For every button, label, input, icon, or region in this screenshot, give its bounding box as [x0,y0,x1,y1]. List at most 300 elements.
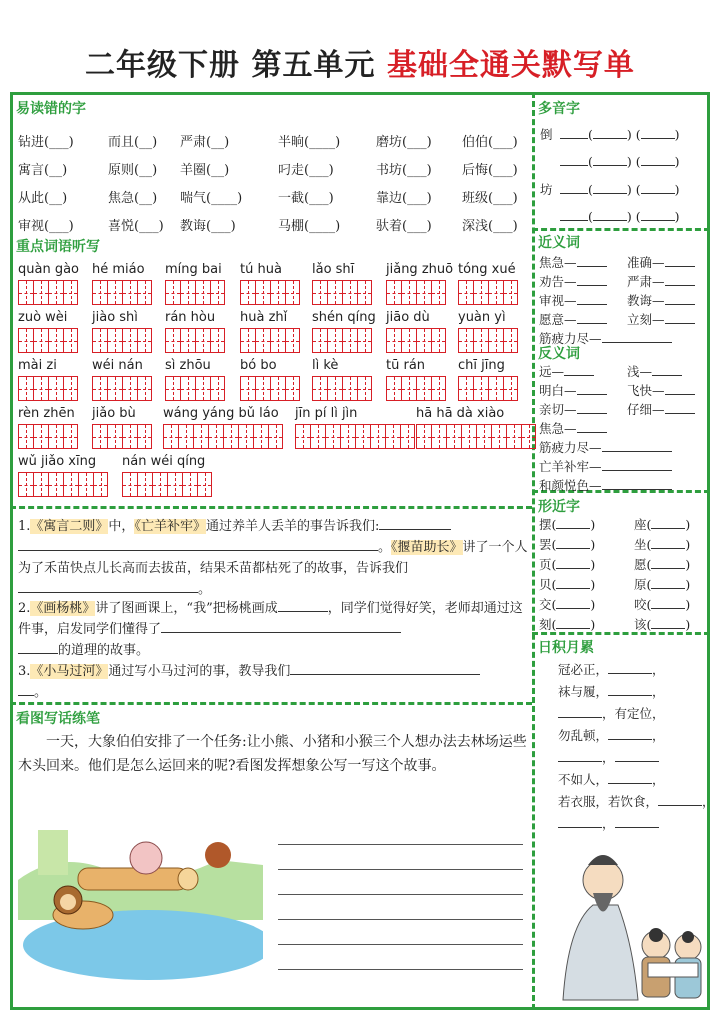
wrong-word: 深浅(___) [462,218,518,234]
question-3: 3.《小马过河》通过写小马过河的事，教导我们 。 [18,661,528,703]
writing-boxes[interactable] [18,280,78,305]
grid-cell[interactable] [107,280,122,305]
synonym-item: 严肃— [627,272,695,290]
grid-cell[interactable] [416,376,431,401]
writing-lines [278,820,523,970]
writing-boxes[interactable] [165,280,225,305]
grid-cell[interactable] [458,328,473,353]
grid-cell[interactable] [386,328,401,353]
writing-boxes[interactable] [416,424,536,449]
pinyin-label: zuò wèi [18,310,68,325]
grid-cell[interactable] [182,472,197,497]
writing-boxes[interactable] [458,328,518,353]
pinyin-label: rán hòu [165,310,216,325]
grid-cell[interactable] [312,328,327,353]
wrong-word: 磨坊(___) [376,134,432,150]
wrong-word: 钻进(___) [18,134,74,150]
grid-cell[interactable] [473,280,488,305]
writing-line[interactable] [278,870,523,895]
grid-cell[interactable] [476,424,491,449]
grid-cell[interactable] [473,376,488,401]
answer-blank[interactable] [652,362,682,376]
pinyin-label: hé miáo [92,262,145,277]
answer-blank[interactable] [665,310,695,324]
grid-cell[interactable] [137,424,152,449]
antonym-item: 亲切— [539,400,607,418]
grid-cell[interactable] [458,376,473,401]
grid-cell[interactable] [400,424,415,449]
pinyin-label: míng bai [165,262,222,277]
writing-line[interactable] [278,920,523,945]
wrong-word: 从此(__) [18,190,68,206]
grid-cell[interactable] [327,376,342,401]
wrong-word: 伯伯(___) [462,134,518,150]
answer-blank[interactable] [18,640,58,654]
grid-cell[interactable] [431,424,446,449]
pinyin-label: wáng yáng bǔ láo [163,406,279,421]
grid-cell[interactable] [521,424,536,449]
section-similar: 形近字 [538,499,580,515]
answer-blank[interactable] [602,329,672,343]
pinyin-label: huà zhǐ [240,310,288,325]
writing-boxes[interactable] [122,472,212,497]
grid-cell[interactable] [268,424,283,449]
pinyin-label: jīn pí lì jìn [295,406,358,421]
grid-cell[interactable] [92,424,107,449]
daily-line: 不如人， ， [558,772,665,787]
grid-cell[interactable] [491,424,506,449]
grid-cell[interactable] [92,376,107,401]
grid-cell[interactable] [18,424,33,449]
wrong-word: 马棚(____) [278,218,341,234]
grid-cell[interactable] [327,280,342,305]
grid-cell[interactable] [342,376,357,401]
wrong-word: 原则(__) [108,162,158,178]
grid-cell[interactable] [223,424,238,449]
similar-char-item: 原( ) [634,577,691,592]
grid-cell[interactable] [33,376,48,401]
writing-line[interactable] [278,895,523,920]
wrong-word: 教诲(___) [180,218,236,234]
answer-blank[interactable] [379,516,451,530]
pinyin-label: wǔ jiǎo xīng [18,454,97,469]
grid-cell[interactable] [416,280,431,305]
antonym-item: 仔细— [627,400,695,418]
wrong-word: 严肃(__) [180,134,230,150]
answer-blank[interactable] [577,381,607,395]
antonym-item: 筋疲力尽— [539,438,672,456]
grid-cell[interactable] [107,424,122,449]
grid-cell[interactable] [137,280,152,305]
duoyin-char-1: 倒 [540,127,553,142]
grid-cell[interactable] [295,424,310,449]
answer-blank[interactable] [161,619,401,633]
grid-cell[interactable] [195,328,210,353]
pinyin-label: mài zi [18,358,57,373]
writing-boxes[interactable] [458,376,518,401]
writing-boxes[interactable] [458,280,518,305]
daily-line: ， [558,748,659,766]
grid-cell[interactable] [357,328,372,353]
similar-char-item: 刻( ) [539,617,596,632]
grid-cell[interactable] [122,328,137,353]
grid-cell[interactable] [488,328,503,353]
grid-cell[interactable] [63,280,78,305]
grid-cell[interactable] [285,328,300,353]
grid-cell[interactable] [357,376,372,401]
pinyin-label: shén qíng [312,310,376,325]
wrong-word: 焦急(__) [108,190,158,206]
grid-cell[interactable] [506,424,521,449]
grid-cell[interactable] [357,280,372,305]
grid-cell[interactable] [63,376,78,401]
grid-cell[interactable] [310,424,325,449]
similar-char-item: 罢( ) [539,537,596,552]
grid-cell[interactable] [210,376,225,401]
grid-cell[interactable] [48,376,63,401]
question-1: 1.《寓言二则》中，《亡羊补牢》通过养羊人丢羊的事告诉我们: 。《揠苗助长》讲了一个人为了禾苗快点儿长高而去拔苗，结果禾苗都枯死了的故事，告诉我们。 [18,516,528,600]
grid-cell[interactable] [253,424,268,449]
page-title [0,40,720,84]
grid-cell[interactable] [210,328,225,353]
writing-boxes[interactable] [312,328,372,353]
grid-cell[interactable] [340,424,355,449]
grid-cell[interactable] [416,424,431,449]
grid-cell[interactable] [18,472,33,497]
grid-cell[interactable] [18,280,33,305]
grid-cell[interactable] [48,472,63,497]
grid-cell[interactable] [33,472,48,497]
grid-cell[interactable] [255,328,270,353]
grid-cell[interactable] [488,376,503,401]
writing-boxes[interactable] [312,280,372,305]
duoyin-blank-row[interactable]: ( ) ( ) [560,207,680,224]
pinyin-label: jiào shì [92,310,138,325]
answer-blank[interactable] [577,419,607,433]
wrong-word: 半晌(____) [278,134,341,150]
grid-cell[interactable] [48,280,63,305]
antonym-item: 浅— [627,362,682,380]
grid-cell[interactable] [78,472,93,497]
grid-cell[interactable] [122,472,137,497]
writing-line[interactable] [278,845,523,870]
synonym-item: 审视— [539,291,607,309]
grid-cell[interactable] [431,376,446,401]
grid-cell[interactable] [210,280,225,305]
writing-boxes[interactable] [295,424,415,449]
answer-blank[interactable] [602,457,672,471]
pinyin-label: lǎo shī [312,262,355,277]
grid-cell[interactable] [165,280,180,305]
similar-char-item: 咬( ) [634,597,691,612]
answer-blank[interactable] [290,661,480,675]
writing-boxes[interactable] [92,328,152,353]
grid-cell[interactable] [385,424,400,449]
synonym-item: 教诲— [627,291,695,309]
synonym-item: 筋疲力尽— [539,329,672,347]
duoyin-blank-row[interactable]: ( ) ( ) [560,152,680,169]
grid-cell[interactable] [240,328,255,353]
similar-char-item: 摆( ) [539,517,596,532]
wrong-word: 后悔(___) [462,162,518,178]
grid-cell[interactable] [386,280,401,305]
wrong-word: 驮着(___) [376,218,432,234]
writing-boxes[interactable] [240,328,300,353]
synonym-item: 准确— [627,253,695,271]
grid-cell[interactable] [63,472,78,497]
pinyin-label: yuàn yì [458,310,506,325]
grid-cell[interactable] [33,424,48,449]
antonym-item: 焦急— [539,419,607,437]
grid-cell[interactable] [92,328,107,353]
grid-cell[interactable] [240,280,255,305]
grid-cell[interactable] [431,328,446,353]
answer-blank[interactable] [577,291,607,305]
grid-cell[interactable] [137,376,152,401]
wrong-word: 叼走(___) [278,162,334,178]
daily-line: 袜与履， ， [558,684,665,699]
wrong-word: 寓言(__) [18,162,68,178]
writing-boxes[interactable] [18,376,78,401]
grid-cell[interactable] [312,280,327,305]
writing-boxes[interactable] [386,328,446,353]
daily-line: ， [558,814,659,832]
pinyin-label: jiǎo bù [92,406,136,421]
answer-blank[interactable] [278,598,328,612]
writing-boxes[interactable] [92,280,152,305]
grid-cell[interactable] [255,280,270,305]
answer-blank[interactable] [602,476,672,490]
grid-cell[interactable] [370,424,385,449]
synonym-item: 焦急— [539,253,607,271]
title-main: 二年级下册 第五单元 [85,48,387,83]
synonym-item: 劝告— [539,272,607,290]
writing-boxes[interactable] [163,424,283,449]
answer-blank[interactable] [665,253,695,267]
grid-cell[interactable] [270,376,285,401]
illustration-animals [18,820,263,980]
daily-line: 勿乱顿， ， [558,728,665,743]
writing-line[interactable] [278,945,523,970]
section-duoyin: 多音字 [538,101,580,117]
writing-prompt: 一天，大象伯伯安排了一个任务:让小熊、小猪和小猴三个人想办法去林场运些木头回来。他们是怎么运回来的呢?看图发挥想象公写一写这个故事。 [18,734,527,774]
wrong-word: 一截(___) [278,190,334,206]
grid-cell[interactable] [107,376,122,401]
pinyin-label: wéi nán [92,358,143,373]
pinyin-label: tóng xué [458,262,516,277]
grid-cell[interactable] [92,280,107,305]
grid-cell[interactable] [386,376,401,401]
wrong-word: 喜悦(___) [108,218,164,234]
pinyin-label: chī jīng [458,358,505,373]
grid-cell[interactable] [152,472,167,497]
grid-cell[interactable] [107,328,122,353]
similar-char-item: 愿( ) [634,557,691,572]
antonym-item: 和颜悦色— [539,476,672,494]
grid-cell[interactable] [163,424,178,449]
answer-blank[interactable] [577,253,607,267]
wrong-word: 班级(___) [462,190,518,206]
pinyin-label: jiāo dù [386,310,430,325]
grid-cell[interactable] [165,376,180,401]
answer-blank[interactable] [577,400,607,414]
wrong-word: 靠边(___) [376,190,432,206]
grid-cell[interactable] [93,472,108,497]
duoyin-blank-row[interactable]: ( ) ( ) [560,180,680,197]
illustration-teacher-children [538,835,708,1005]
question-2: 2.《画杨桃》讲了图画课上，“我”把杨桃画成 ，同学们觉得好笑，老师却通过这件事，启发同学们懂得了 的道理的故事。 [18,598,528,661]
grid-cell[interactable] [122,376,137,401]
grid-cell[interactable] [193,424,208,449]
grid-cell[interactable] [401,280,416,305]
grid-cell[interactable] [401,328,416,353]
grid-cell[interactable] [33,328,48,353]
grid-cell[interactable] [180,328,195,353]
writing-boxes[interactable] [165,328,225,353]
grid-cell[interactable] [270,328,285,353]
grid-cell[interactable] [122,424,137,449]
grid-cell[interactable] [270,280,285,305]
writing-boxes[interactable] [312,376,372,401]
wrong-word: 书坊(___) [376,162,432,178]
grid-cell[interactable] [285,280,300,305]
writing-boxes[interactable] [386,280,446,305]
answer-blank[interactable] [577,272,607,286]
grid-cell[interactable] [63,424,78,449]
grid-cell[interactable] [122,280,137,305]
answer-blank[interactable] [665,381,695,395]
grid-cell[interactable] [63,328,78,353]
grid-cell[interactable] [416,328,431,353]
writing-boxes[interactable] [92,424,152,449]
grid-cell[interactable] [488,280,503,305]
similar-char-item: 该( ) [634,617,691,632]
writing-boxes[interactable] [165,376,225,401]
answer-blank[interactable] [665,291,695,305]
grid-cell[interactable] [18,328,33,353]
grid-cell[interactable] [195,376,210,401]
wrong-word: 审视(___) [18,218,74,234]
grid-cell[interactable] [255,376,270,401]
section-writing: 看图写话练笔 [16,711,100,727]
answer-blank[interactable] [18,682,34,696]
writing-boxes[interactable] [92,376,152,401]
antonym-item: 明白— [539,381,607,399]
grid-cell[interactable] [240,376,255,401]
grid-cell[interactable] [48,424,63,449]
section-antonyms: 反义词 [538,346,580,362]
grid-cell[interactable] [342,328,357,353]
answer-blank[interactable] [602,438,672,452]
grid-cell[interactable] [208,424,223,449]
writing-boxes[interactable] [18,424,78,449]
answer-blank[interactable] [577,310,607,324]
grid-cell[interactable] [167,472,182,497]
writing-boxes[interactable] [18,328,78,353]
grid-cell[interactable] [195,280,210,305]
grid-cell[interactable] [503,280,518,305]
grid-cell[interactable] [473,328,488,353]
wrong-word: 喘气(____) [180,190,243,206]
writing-boxes[interactable] [240,376,300,401]
writing-boxes[interactable] [18,472,108,497]
grid-cell[interactable] [197,472,212,497]
grid-cell[interactable] [312,376,327,401]
similar-char-item: 页( ) [539,557,596,572]
grid-cell[interactable] [342,280,357,305]
daily-line: 若衣服，若饮食， ， [558,794,715,809]
writing-boxes[interactable] [386,376,446,401]
section-synonyms: 近义词 [538,235,580,251]
synonym-item: 愿意— [539,310,607,328]
answer-blank[interactable] [18,579,198,593]
grid-cell[interactable] [180,376,195,401]
section-daily: 日积月累 [538,640,594,656]
title-highlight: 基础全通关默写单 [386,48,635,83]
answer-blank[interactable] [564,362,594,376]
section-dictation: 重点词语听写 [16,239,100,255]
answer-blank[interactable] [665,400,695,414]
writing-line[interactable] [278,820,523,845]
grid-cell[interactable] [458,280,473,305]
wrong-row [18,154,528,182]
similar-char-item: 座( ) [634,517,691,532]
antonym-item: 远— [539,362,594,380]
similar-char-item: 交( ) [539,597,596,612]
grid-cell[interactable] [461,424,476,449]
grid-cell[interactable] [137,328,152,353]
wrong-row [18,210,528,238]
grid-cell[interactable] [503,328,518,353]
similar-char-item: 坐( ) [634,537,691,552]
grid-cell[interactable] [401,376,416,401]
grid-cell[interactable] [446,424,461,449]
pinyin-label: lì kè [312,358,339,373]
grid-cell[interactable] [431,280,446,305]
grid-cell[interactable] [503,376,518,401]
grid-cell[interactable] [327,328,342,353]
answer-blank[interactable] [18,537,378,551]
wrong-word: 而且(__) [108,134,158,150]
pinyin-label: tú huà [240,262,282,277]
grid-cell[interactable] [238,424,253,449]
grid-cell[interactable] [33,280,48,305]
grid-cell[interactable] [325,424,340,449]
wrong-row [18,126,528,154]
separator [532,228,710,231]
pinyin-label: rèn zhēn [18,406,75,421]
writing-boxes[interactable] [240,280,300,305]
grid-cell[interactable] [48,328,63,353]
antonym-item: 亡羊补牢— [539,457,672,475]
pinyin-label: tū rán [386,358,426,373]
grid-cell[interactable] [180,280,195,305]
grid-cell[interactable] [18,376,33,401]
grid-cell[interactable] [285,376,300,401]
grid-cell[interactable] [137,472,152,497]
duoyin-blank-row[interactable]: ( ) ( ) [560,125,680,142]
wrong-row [18,182,528,210]
wrong-word: 羊圈(__) [180,162,230,178]
grid-cell[interactable] [355,424,370,449]
grid-cell[interactable] [165,328,180,353]
answer-blank[interactable] [665,272,695,286]
separator [10,506,532,509]
synonym-item: 立刻— [627,310,695,328]
wrong-chars-grid [18,126,528,238]
daily-line: 冠必正， ， [558,662,665,677]
grid-cell[interactable] [178,424,193,449]
